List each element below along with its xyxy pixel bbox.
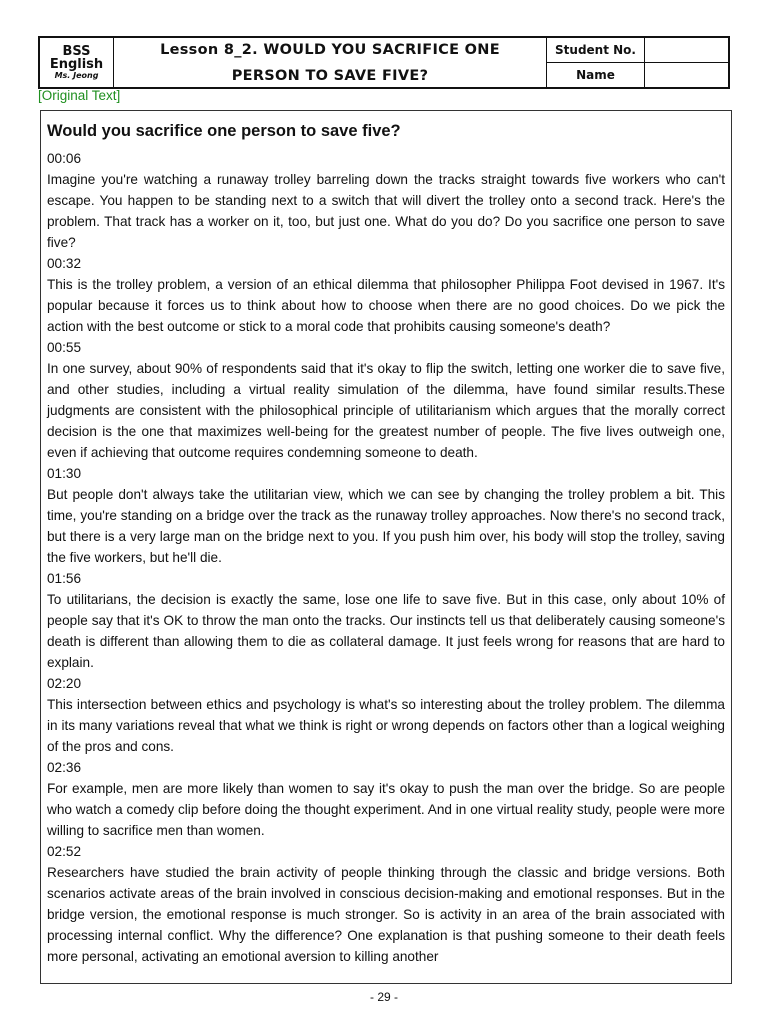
transcript-paragraph: Researchers have studied the brain activity of people thinking through the classic and bridge versions. Both scenarios activate areas of the brain involved in conscious decision-making and emotional responses. But in the bridge version, the emotional response is much stronger. So is activity in an area of the brain associated with processing internal conflict. Why the difference? One explanation is that pushing someone to their death feels more personal, activating an emotional aversion to killing another (47, 865, 725, 964)
subject-name: English (49, 57, 104, 73)
timestamp: 02:20 (47, 676, 82, 691)
student-no-row (547, 38, 728, 62)
student-no-field[interactable] (645, 38, 728, 62)
lesson-title-line-1: Lesson 8_2. WOULD YOU SACRIFICE ONE (160, 41, 500, 58)
timestamp: 01:56 (47, 571, 82, 586)
transcript-paragraph: This is the trolley problem, a version of an ethical dilemma that philosopher Philippa Foot devised in 1967. It's popular because it forces us to think about how to choose when there are no good choices. Do we pick the action with the best outcome or stick to a moral code that prohibits causing someone's death? (47, 277, 725, 334)
section-label: [Original Text] (38, 88, 121, 103)
student-no-label: Student No. (547, 38, 645, 62)
name-label: Name (547, 63, 645, 87)
student-fields (547, 38, 728, 87)
transcript-paragraph: Imagine you're watching a runaway trolley barreling down the tracks straight towards five workers who can't escape. You happen to be standing next to a switch that will divert the trolley onto a second track. Here's the problem. That track has a worker on it, too, but just one. What do you do? Do you sacrifice one person to save five? (47, 172, 725, 250)
original-text-box (40, 110, 732, 984)
transcript-paragraph: But people don't always take the utilitarian view, which we can see by changing the trolley problem a bit. This time, you're standing on a bridge over the track as the runaway trolley approaches. Now there's no second track, but there is a very large man on the bridge next to you. If you push him over, his body will stop the trolley, saving the five workers, but he'll die. (47, 487, 725, 565)
transcript-paragraph: In one survey, about 90% of respondents said that it's okay to flip the switch, letting one worker die to save five, and other studies, including a virtual reality simulation of the dilemma, have found similar results.These judgments are consistent with the philosophical principle of utilitarianism which argues that the morally correct decision is the one that maximizes well-being for the greatest number of people. The five lives outweigh one, even if achieving that outcome requires condemning someone to death. (47, 361, 725, 460)
transcript-paragraph: To utilitarians, the decision is exactly the same, lose one life to save five. But in this case, only about 10% of people say that it's OK to throw the man onto the tracks. Our instincts tell us that deliberately causing someone's death is different than allowing them to die as collateral damage. It just feels wrong for reasons that are hard to explain. (47, 592, 725, 670)
teacher-name: Ms. Jeong (54, 70, 99, 80)
name-row (547, 62, 728, 87)
lesson-title (114, 38, 547, 87)
transcript-paragraph: This intersection between ethics and psychology is what's so interesting about the trolley problem. The dilemma in its many variations reveal that what we think is right or wrong depends on factors other than a logical weighing of the pros and cons. (47, 697, 725, 754)
timestamp: 01:30 (47, 466, 82, 481)
timestamp: 00:06 (47, 151, 82, 166)
timestamp: 00:32 (47, 256, 82, 271)
lesson-title-line-2: PERSON TO SAVE FIVE? (231, 67, 429, 84)
school-name: BSS (62, 43, 91, 59)
class-info (40, 38, 114, 87)
transcript-paragraph: For example, men are more likely than women to say it's okay to push the man over the bridge. So are people who watch a comedy clip before doing the thought experiment. And in one virtual reality study, people were more willing to sacrifice men than women. (47, 781, 725, 838)
transcript-blocks (47, 148, 725, 967)
timestamp: 00:55 (47, 340, 82, 355)
timestamp: 02:52 (47, 844, 82, 859)
worksheet-header (38, 36, 730, 89)
page-number: - 29 - (369, 990, 398, 1004)
timestamp: 02:36 (47, 760, 82, 775)
document-title: Would you sacrifice one person to save five? (47, 122, 401, 140)
name-field[interactable] (645, 63, 728, 87)
